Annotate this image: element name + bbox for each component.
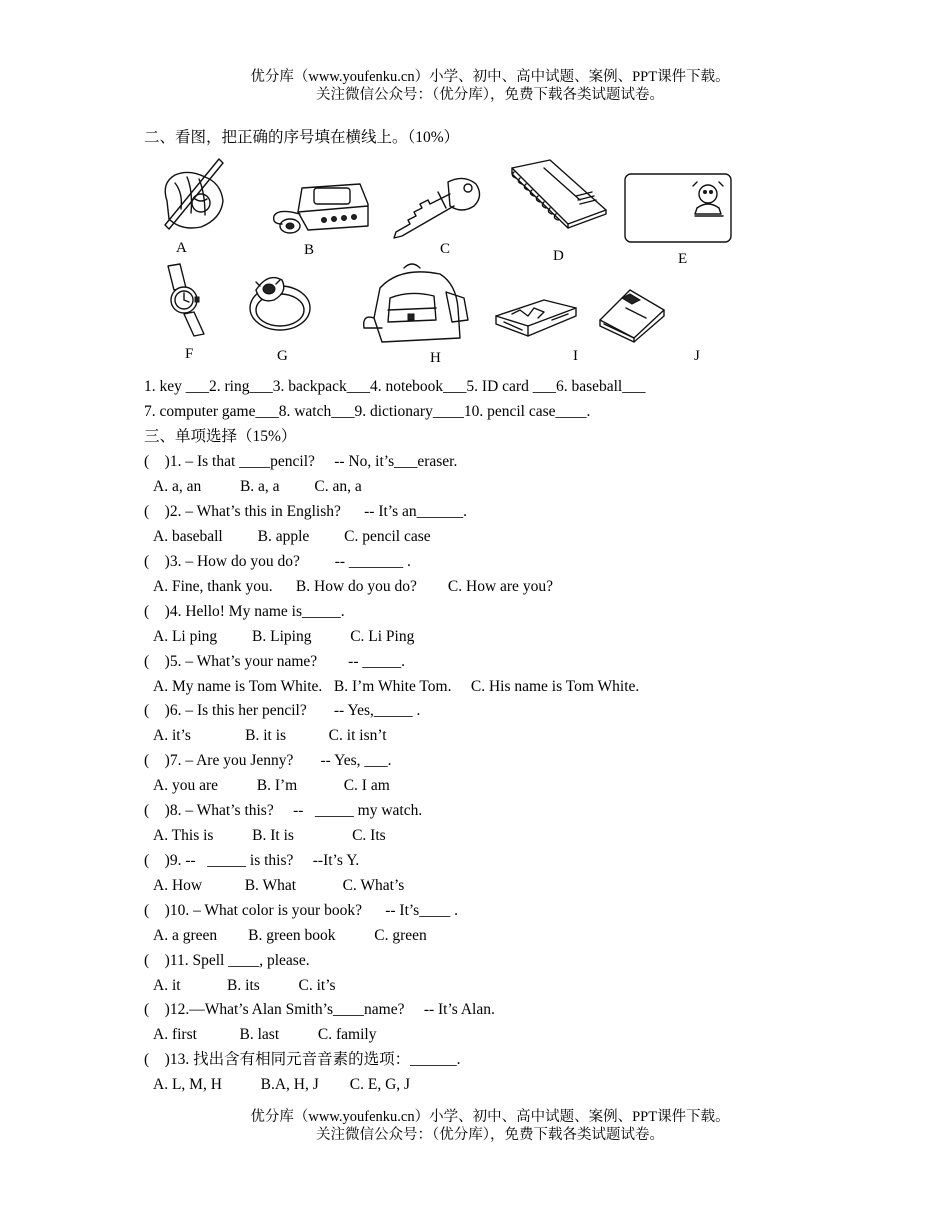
picture-label-c: C <box>440 241 451 257</box>
backpack-icon <box>360 258 472 344</box>
picture-label-j: J <box>694 348 700 364</box>
question-12: ( )12.—What’s Alan Smith’s____name? -- It’s Alan. <box>144 1001 495 1018</box>
question-3-options: A. Fine, thank you. B. How do you do? C. How are you? <box>153 578 553 595</box>
computer-game-icon <box>268 178 370 238</box>
question-9-options: A. How B. What C. What’s <box>153 877 405 894</box>
question-6-options: A. it’s B. it is C. it isn’t <box>153 727 387 744</box>
picture-label-h: H <box>430 350 441 366</box>
question-8: ( )8. – What’s this? -- _____ my watch. <box>144 802 423 819</box>
picture-a <box>155 153 230 238</box>
picture-f <box>160 262 210 343</box>
picture-label-e: E <box>678 251 688 267</box>
question-7: ( )7. – Are you Jenny? -- Yes, ___. <box>144 752 392 769</box>
question-12-options: A. first B. last C. family <box>153 1026 377 1043</box>
question-6: ( )6. – Is this her pencil? -- Yes,_____ . <box>144 702 421 719</box>
picture-j <box>596 286 668 347</box>
page-header <box>0 68 950 104</box>
pencil-case-icon <box>492 294 578 340</box>
picture-label-a: A <box>176 240 187 256</box>
picture-label-f: F <box>185 346 194 362</box>
picture-label-g: G <box>277 348 288 364</box>
dictionary-icon <box>596 286 668 342</box>
word-list-line-1: 1. key ___2. ring___3. backpack___4. notebook___5. ID card ___6. baseball___ <box>144 378 646 395</box>
question-10: ( )10. – What color is your book? -- It’s____ . <box>144 902 458 919</box>
header-line-2: 关注微信公众号：（优分库），免费下载各类试题试卷。 <box>316 87 664 103</box>
picture-d <box>502 158 610 235</box>
question-5: ( )5. – What’s your name? -- _____. <box>144 653 406 670</box>
footer-line-1: 优分库（www.youfenku.cn）小学、初中、高中试题、案例、PPT课件下载。 <box>250 1109 730 1125</box>
page-footer <box>0 1108 950 1144</box>
id-card-icon <box>623 172 735 246</box>
question-9: ( )9. -- _____ is this? --It’s Y. <box>144 852 360 869</box>
header-line-1: 优分库（www.youfenku.cn）小学、初中、高中试题、案例、PPT课件下载。 <box>250 69 730 85</box>
question-4: ( )4. Hello! My name is_____. <box>144 603 345 620</box>
baseball-glove-icon <box>155 153 230 233</box>
question-5-options: A. My name is Tom White. B. I’m White Tom. C. His name is Tom White. <box>153 678 640 695</box>
footer-line-2: 关注微信公众号：（优分库），免费下载各类试题试卷。 <box>316 1127 664 1143</box>
question-1-options: A. a, an B. a, a C. an, a <box>153 478 362 495</box>
picture-b <box>268 178 370 243</box>
picture-c <box>390 172 486 245</box>
picture-h <box>360 258 472 349</box>
question-11-options: A. it B. its C. it’s <box>153 977 336 994</box>
picture-i <box>492 294 578 345</box>
question-2-options: A. baseball B. apple C. pencil case <box>153 528 431 545</box>
picture-label-i: I <box>573 348 578 364</box>
picture-g <box>246 268 314 339</box>
question-13: ( )13. 找出含有相同元音音素的选项：______. <box>144 1051 461 1068</box>
notebook-icon <box>502 158 610 230</box>
question-4-options: A. Li ping B. Liping C. Li Ping <box>153 628 415 645</box>
word-list-line-2: 7. computer game___8. watch___9. dictionary____10. pencil case____. <box>144 403 591 420</box>
question-8-options: A. This is B. It is C. Its <box>153 827 386 844</box>
picture-label-b: B <box>304 242 315 258</box>
ring-icon <box>246 268 314 334</box>
question-10-options: A. a green B. green book C. green <box>153 927 427 944</box>
watch-icon <box>160 262 210 338</box>
question-1: ( )1. – Is that ____pencil? -- No, it’s___eraser. <box>144 453 458 470</box>
question-7-options: A. you are B. I’m C. I am <box>153 777 390 794</box>
picture-label-d: D <box>553 248 564 264</box>
section-3-title: 三、单项选择（15%） <box>144 428 297 445</box>
question-2: ( )2. – What’s this in English? -- It’s an______. <box>144 503 468 520</box>
question-13-options: A. L, M, H B.A, H, J C. E, G, J <box>153 1076 411 1093</box>
question-11: ( )11. Spell ____, please. <box>144 952 310 969</box>
picture-e <box>623 172 735 251</box>
key-icon <box>390 172 486 240</box>
section-2-title: 二、看图，把正确的序号填在横线上。（10%） <box>144 129 460 146</box>
question-3: ( )3. – How do you do? -- _______ . <box>144 553 411 570</box>
